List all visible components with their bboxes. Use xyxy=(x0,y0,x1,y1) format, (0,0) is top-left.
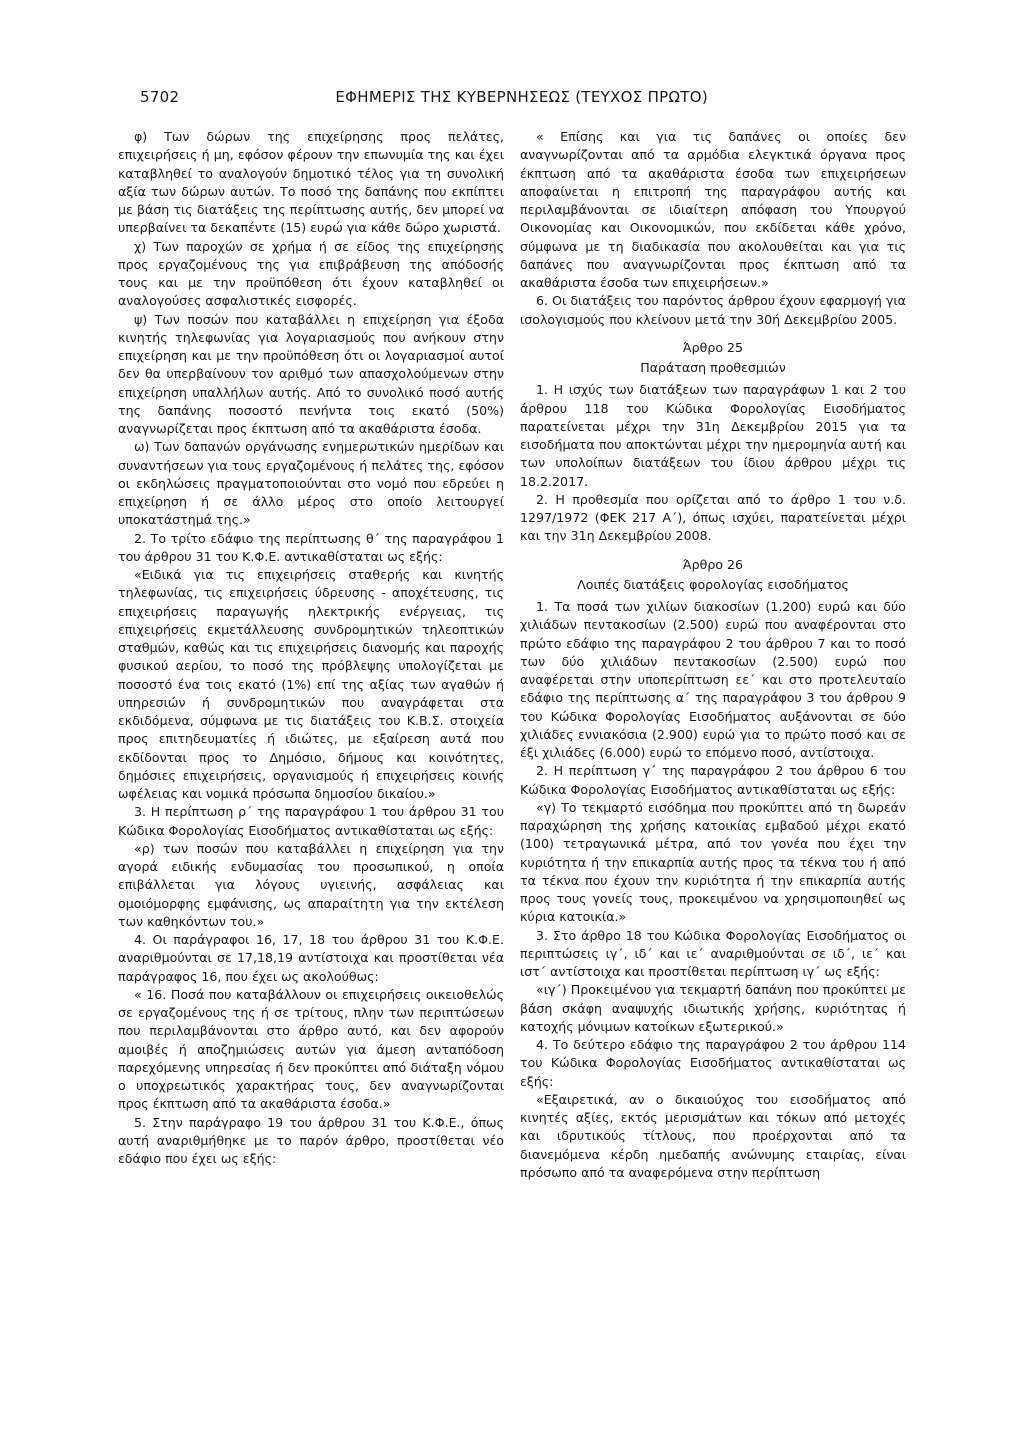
paragraph: 4. Οι παράγραφοι 16, 17, 18 του άρθρου 31 του Κ.Φ.Ε. αναριθμούνται σε 17,18,19 αντίστοιχα και προστίθεται νέα παράγραφος 16, που έχει ως ακολούθως: xyxy=(118,932,504,984)
paragraph: 4. Το δεύτερο εδάφιο της παραγράφου 2 του άρθρου 114 του Κώδικα Φορολογίας Εισοδήματος αντικαθίσταται ως εξής: xyxy=(520,1037,906,1089)
left-column xyxy=(118,128,504,1168)
paragraph: «Εξαιρετικά, αν ο δικαιούχος του εισοδήματος από κινητές αξίες, εκτός μερισμάτων και τόκων από μετοχές και ιδρυτικούς τίτλους, που προέρχονται από τα διανεμόμενα κέρδη ημεδαπής ανώνυμης εταιρίας, είναι πρόσωπο από τα αναφερόμενα στην περίπτωση xyxy=(520,1091,906,1180)
paragraph: «γ) Το τεκμαρτό εισόδημα που προκύπτει από τη δωρεάν παραχώρηση της χρήσης κατοικίας εμβαδού μέχρι εκατό (100) τετραγωνικά μέτρα, από τον γονέα που έχει την κυριότητα ή την επικαρπία αυτής προς τα τέκνα του ή από τα τέκνα που έχουν την κυριότητα ή την επικαρπία αυτής προς τους γονείς τους, προκειμένου να χρησιμοποιηθεί ως κύρια κατοικία.» xyxy=(520,799,906,925)
article-25-number: Άρθρο 25 xyxy=(682,339,744,355)
paragraph: φ) Των δώρων της επιχείρησης προς πελάτες, επιχειρήσεις ή μη, εφόσον φέρουν την επωνυμία της και έχει καταβληθεί το αναλογούν δημοτικό τέλος για τη συνολική αξία των δώρων αυτών. Το ποσό της δαπάνης που εκπίπτει με βάση τις διατάξεις της περίπτωσης αυτής, δεν μπορεί να υπερβαίνει τα δεκαπέντε (15) ευρώ για κάθε δώρο χωριστά. xyxy=(118,129,504,236)
paragraph: «ρ) των ποσών που καταβάλλει η επιχείρηση για την αγορά ειδικής ενδυμασίας του προσωπικού, η οποία επιβάλλεται για λόγους υγιεινής, ασφάλειας και ομοιόμορφης εμφάνισης, ως απαραίτητη για την εκτέλεση των καθηκόντων του.» xyxy=(118,840,504,929)
paragraph: ω) Των δαπανών οργάνωσης ενημερωτικών ημερίδων και συναντήσεων για τους εργαζομένους ή πελάτες της, εφόσον οι εκδηλώσεις πραγματοποιούνται στο νομό που εδρεύει η επιχείρηση ή σε άλλο μέρος στο οποίο λειτουργεί υποκατάστημά της.» xyxy=(118,439,504,528)
article-26-number: Άρθρο 26 xyxy=(682,556,744,572)
article-26-title: Λοιπές διατάξεις φορολογίας εισοδήματος xyxy=(577,576,849,592)
paragraph: 1. Η ισχύς των διατάξεων των παραγράφων 1 και 2 του άρθρου 118 του Κώδικα Φορολογίας Εισοδήματος παρατείνεται μέχρι την 31η Δεκεμβρίου 2015 για τα εισοδήματα που αποκτώνται μέχρι την ημερομηνία αυτή και των υπολοίπων διατάξεων του ίδιου άρθρου μέχρι τις 18.2.2017. xyxy=(520,382,906,489)
paragraph: « Επίσης και για τις δαπάνες οι οποίες δεν αναγνωρίζονται από τα αρμόδια ελεγκτικά όργανα προς έκπτωση από τα ακαθάριστα έσοδα των επιχειρήσεων αποφαίνεται η επιτροπή της παραγράφου αυτής και περιλαμβάνονται σε ιδιαίτερη απόφαση του Υπουργού Οικονομίας και Οικονομικών, που εκδίδεται κάθε χρόνο, σύμφωνα με τη διαδικασία που ακολουθείται και για τις δαπάνες που αναγνωρίζονται προς έκπτωση από τα ακαθάριστα έσοδα των επιχειρήσεων.» xyxy=(520,129,906,290)
paragraph: 3. Η περίπτωση ρ΄ της παραγράφου 1 του άρθρου 31 του Κώδικα Φορολογίας Εισοδήματος αντικαθίσταται ως εξής: xyxy=(118,804,504,838)
paragraph: 1. Τα ποσά των χιλίων διακοσίων (1.200) ευρώ και δύο χιλιάδων πεντακοσίων (2.500) ευρώ που αναφέρονται στο πρώτο εδάφιο της παραγράφου 2 του άρθρου 7 και το ποσό των δύο χιλιάδων πεντακοσίων (2.500) ευρώ που αναφέρεται στην υποπερίπτωση εε΄ και στο προτελευταίο εδάφιο της περίπτωσης α΄ της παραγράφου 3 του άρθρου 9 του Κώδικα Φορολογίας Εισοδήματος αυξάνονται σε δύο χιλιάδες εννιακόσια (2.900) ευρώ για το πρώτο ποσό και σε έξι χιλιάδες (6.000) ευρώ το επόμενο ποσό, αντίστοιχα. xyxy=(520,599,906,760)
paragraph: «Ειδικά για τις επιχειρήσεις σταθερής και κινητής τηλεφωνίας, τις επιχειρήσεις ύδρευσης - αποχέτευσης, τις επιχειρήσεις παραγωγής ηλεκτρικής ενέργειας, τις επιχειρήσεις εκμετάλλευσης συνδρομητικών τηλεοπτικών σταθμών, καθώς και τις επιχειρήσεις διανομής και παροχής φυσικού αερίου, το ποσό της πρόβλεψης υπολογίζεται με ποσοστό ένα τοις εκατό (1%) επί της αξίας των αγαθών ή υπηρεσιών ή συνδρομητικών που αναγράφεται στα εκδιδόμενα, σύμφωνα με τις διατάξεις του Κ.Β.Σ. στοιχεία προς επιτηδευματίες ή ιδιώτες, με εξαίρεση αυτά που εκδίδονται προς το Δημόσιο, δήμους και κοινότητες, δημόσιες επιχειρήσεις, οργανισμούς ή επιχειρήσεις κοινής ωφέλειας και νομικά πρόσωπα δημοσίου δικαίου.» xyxy=(118,567,504,801)
paragraph: ψ) Των ποσών που καταβάλλει η επιχείρηση για έξοδα κινητής τηλεφωνίας για λογαριασμούς που ανήκουν στην επιχείρηση και με την προϋπόθεση ότι οι λογαριασμοί αυτοί δεν θα υπερβαίνουν τον αριθμό των απασχολούμενων στην επιχείρηση υπαλλήλων αυτής. Από το συνολικό ποσό αυτής της δαπάνης ποσοστό πενήντα τοις εκατό (50%) αναγνωρίζεται προς έκπτωση από τα ακαθάριστα έσοδα. xyxy=(118,311,504,436)
paragraph: 6. Οι διατάξεις του παρόντος άρθρου έχουν εφαρμογή για ισολογισμούς που κλείνουν μετά την 30ή Δεκεμβρίου 2005. xyxy=(520,293,906,327)
right-column xyxy=(520,128,906,1182)
paragraph: 2. Η προθεσμία που ορίζεται από το άρθρο 1 του ν.δ. 1297/1972 (ΦΕΚ 217 Α΄), όπως ισχύει, παρατείνεται μέχρι και την 31η Δεκεμβρίου 2008. xyxy=(520,491,906,544)
page-number: 5702 xyxy=(140,88,180,106)
paragraph: 5. Στην παράγραφο 19 του άρθρου 31 του Κ.Φ.Ε., όπως αυτή αναριθμήθηκε με το παρόν άρθρο, προστίθεται νέο εδάφιο που έχει ως εξής: xyxy=(118,1114,504,1166)
article-25-title: Παράταση προθεσμιών xyxy=(640,360,786,375)
gazette-title: ΕΦΗΜΕΡΙΣ ΤΗΣ ΚΥΒΕΡΝΗΣΕΩΣ (ΤΕΥΧΟΣ ΠΡΩΤΟ) xyxy=(335,88,709,106)
paragraph: χ) Των παροχών σε χρήμα ή σε είδος της επιχείρησης προς εργαζομένους της για επιβράβευση της απόδοσής τους και με την προϋπόθεση ότι έχουν καταβληθεί οι αναλογούσες ασφαλιστικές εισφορές. xyxy=(118,238,504,309)
paragraph: « 16. Ποσά που καταβάλλουν οι επιχειρήσεις οικειοθελώς σε εργαζομένους της ή σε τρίτους, πλην των περιπτώσεων που περιλαμβάνονται στο άρθρο αυτό, και δεν αφορούν αμοιβές ή αποζημιώσεις αυτών για άμεση ανταπόδοση παρεχόμενης υπηρεσίας ή δεν προκύπτει από διάταξη νόμου ο υποχρεωτικός χαρακτήρας τους, δεν αναγνωρίζονται προς έκπτωση από τα ακαθάριστα έσοδα.» xyxy=(118,986,504,1112)
page-header xyxy=(140,88,904,106)
paragraph: «ιγ΄) Προκειμένου για τεκμαρτή δαπάνη που προκύπτει με βάση σκάφη αναψυχής ιδιωτικής χρήσης, κυριότητας ή κατοχής μόνιμων κατοίκων εξωτερικού.» xyxy=(520,982,906,1034)
paragraph: 2. Το τρίτο εδάφιο της περίπτωσης θ΄ της παραγράφου 1 του άρθρου 31 του Κ.Φ.Ε. αντικαθίσταται ως εξής: xyxy=(118,530,504,564)
paragraph: 3. Στο άρθρο 18 του Κώδικα Φορολογίας Εισοδήματος οι περιπτώσεις ιγ΄, ιδ΄ και ιε΄ αναριθμούνται σε ιδ΄, ιε΄ και ιστ΄ αντίστοιχα και προστίθεται περίπτωση ιγ΄ ως εξής: xyxy=(520,927,906,979)
paragraph: 2. Η περίπτωση γ΄ της παραγράφου 2 του άρθρου 6 του Κώδικα Φορολογίας Εισοδήματος αντικαθίσταται ως εξής: xyxy=(520,763,906,797)
